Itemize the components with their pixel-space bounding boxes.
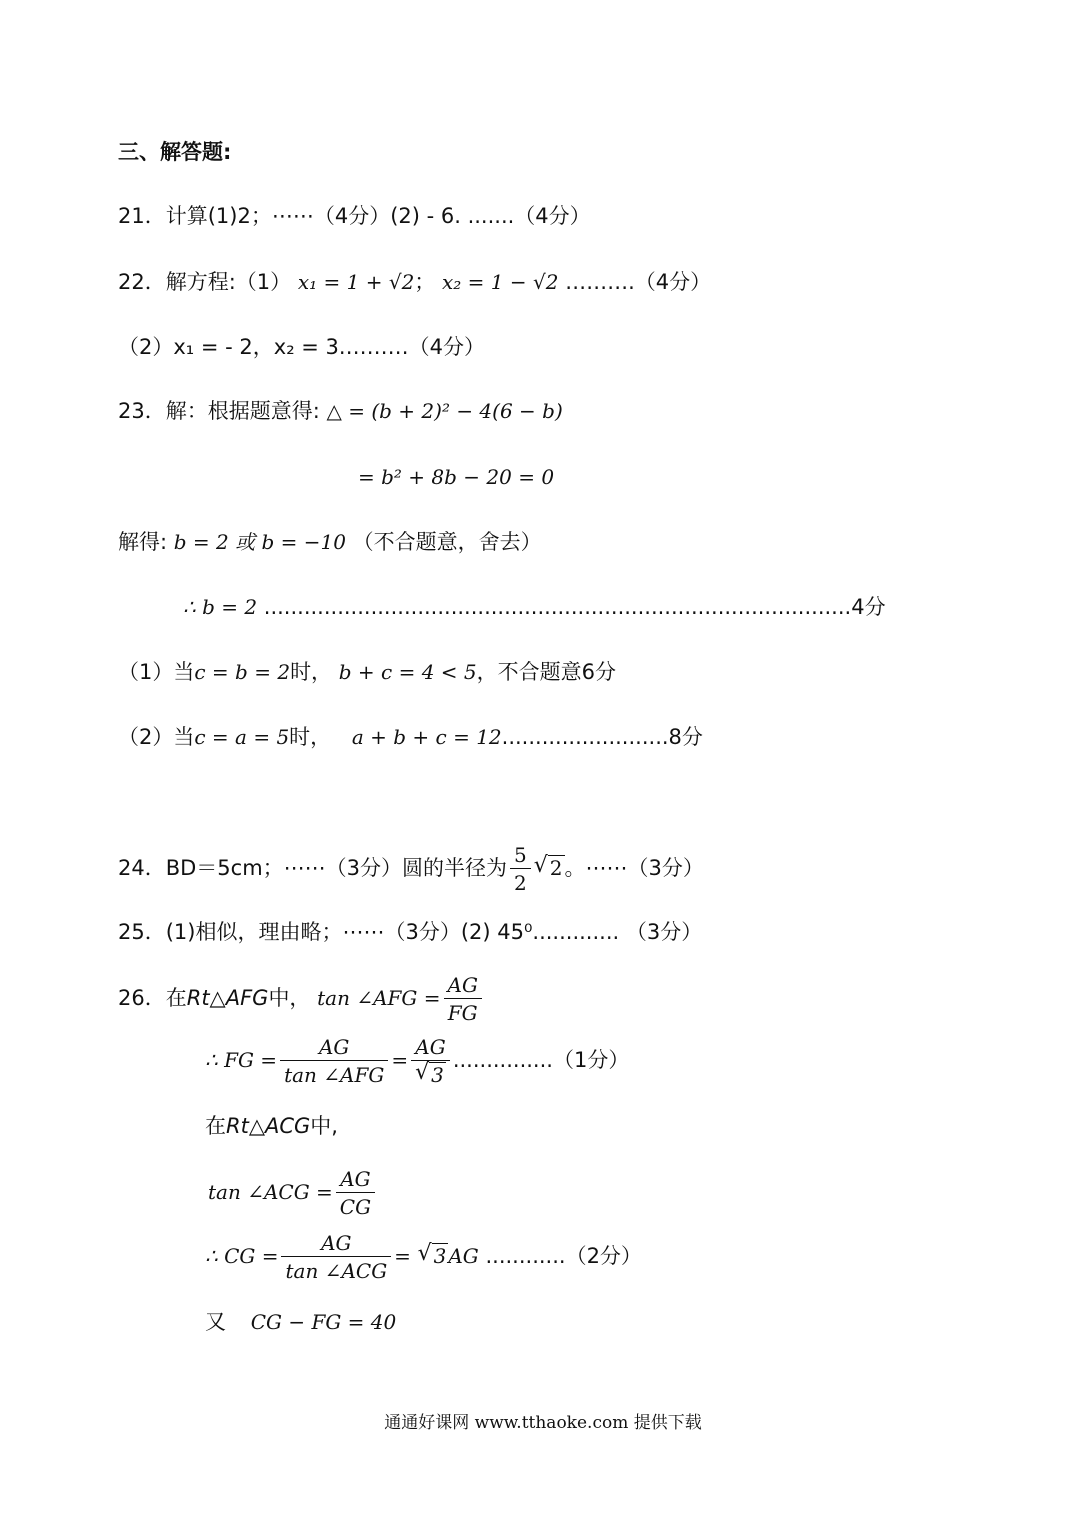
q26-tan2-lhs: tan ∠ACG =: [208, 1180, 333, 1204]
q26-fg-den: tan ∠AFG: [284, 1062, 385, 1087]
q22-line: [118, 268, 711, 296]
q26-in2-prefix: 在: [205, 1114, 226, 1138]
q24-line: [118, 838, 704, 898]
q23-case1-math2: b + c = 4 < 5: [338, 660, 477, 684]
q22-x2: x₂ = 1 − √2: [441, 270, 559, 294]
q22-tail: ……….（4分）: [565, 270, 712, 294]
section-title: 三、解答题:: [118, 140, 232, 164]
q23-line1: [118, 397, 563, 425]
q22-part2: （2）x₁ = - 2，x₂ = 3.………（4分）: [118, 335, 485, 359]
q26-fg-frac1: [280, 1034, 388, 1089]
q22-prefix: 22．解方程:（1）: [118, 270, 292, 294]
q21-line: 21．计算(1)2；⋯⋯（4分）(2) - 6. .......（4分）: [118, 204, 591, 228]
q24-frac-den: 2: [514, 870, 527, 895]
q23-line2: = b² + 8b − 20 = 0: [358, 465, 555, 489]
q26-tan2-den: CG: [339, 1194, 372, 1219]
q26-tri1: Rt△AFG: [186, 986, 269, 1010]
q26-cg-tail: ............（2分）: [485, 1244, 642, 1268]
q26-tan1-num: AG: [444, 972, 482, 999]
q23-case2-math2: a + b + c = 12: [351, 725, 502, 749]
q26-also: 又: [205, 1310, 226, 1334]
q23-case2-b: 时，: [289, 725, 332, 749]
q26-fg-frac2: [411, 1034, 450, 1089]
q26-cg-den: tan ∠ACG: [285, 1258, 388, 1283]
q26-line1: [118, 968, 485, 1028]
q23-case2-c: .........................8分: [501, 725, 703, 749]
q26-cg-lhs: ∴ CG =: [205, 1244, 279, 1268]
q23-solve-prefix: 解得:: [118, 530, 168, 554]
q26-tan1-frac: [444, 972, 482, 1027]
q26-cg-sqrt-rad: 3: [433, 1244, 447, 1268]
q26-also-line: [205, 1308, 396, 1336]
q24-sqrt: [534, 838, 565, 898]
q26-fg-sqrt: [415, 1061, 446, 1089]
footer-credit: 通通好课网 www.tthaoke.com 提供下载: [384, 1413, 702, 1433]
q26-tan2-num: AG: [336, 1166, 375, 1193]
q26-tan1-den: FG: [447, 1000, 478, 1025]
q26-fg-line: [205, 1030, 629, 1090]
q23-solve-math: b = 2 或 b = −10: [173, 530, 346, 554]
q26-prefix: 26．在: [118, 986, 187, 1010]
q23-prefix: 23．解：根据题意得:: [118, 399, 320, 423]
q26-cg-ag: AG: [448, 1244, 479, 1268]
q23-case1-a: （1）当: [118, 660, 195, 684]
q24-fraction: [510, 842, 531, 897]
q23-case2-math: c = a = 5: [194, 725, 290, 749]
q26-also-math: CG − FG = 40: [250, 1310, 397, 1334]
q26-in2: [205, 1112, 338, 1140]
q26-tan2-frac: [336, 1166, 375, 1221]
q26-fg-eq: =: [391, 1048, 409, 1072]
q26-fg-tail: ...............（1分）: [452, 1048, 630, 1072]
q26-fg-num: AG: [280, 1034, 388, 1061]
q26-mid: 中，: [268, 986, 311, 1010]
q25-line: 25．(1)相似，理由略；⋯⋯（3分）(2) 45⁰............. （3分）: [118, 920, 703, 944]
q23-therefore-tail: ........................................................................................4分: [263, 595, 886, 619]
q26-tri2: Rt△ACG: [226, 1114, 311, 1138]
q23-delta: △ = (b + 2)² − 4(6 − b): [326, 399, 563, 423]
q23-case1: [118, 658, 616, 686]
q23-case1-math: c = b = 2: [194, 660, 291, 684]
q26-fg-den2: 3: [431, 1062, 444, 1087]
q26-in2-tail: 中,: [310, 1114, 338, 1138]
q22-sep: ；: [414, 270, 436, 294]
q26-tan1-lhs: tan ∠AFG =: [317, 986, 441, 1010]
q26-tan2-line: [208, 1162, 378, 1222]
q24-tail: 。⋯⋯（3分）: [564, 856, 704, 880]
q26-cg-eq: =: [394, 1244, 411, 1268]
q24-prefix: 24．BD＝5cm；⋯⋯（3分）圆的半径为: [118, 856, 508, 880]
q24-frac-num: 5: [510, 842, 531, 869]
q23-therefore-math: ∴ b = 2: [183, 595, 258, 619]
q26-cg-num: AG: [281, 1230, 391, 1257]
q26-cg-sqrt: [418, 1226, 449, 1286]
q23-therefore: [183, 593, 886, 621]
q22-x1: x₁ = 1 + √2: [297, 270, 415, 294]
q26-cg-frac: [281, 1230, 391, 1285]
q23-case2-a: （2）当: [118, 725, 195, 749]
q23-case2: [118, 723, 703, 751]
q23-solve-tail: （不合题意，舍去）: [352, 530, 542, 554]
q23-case1-c: ，不合题意6分: [476, 660, 616, 684]
q23-case1-b: 时，: [290, 660, 333, 684]
q26-fg-num2: AG: [411, 1034, 450, 1061]
q26-cg-line: [205, 1226, 642, 1286]
q24-sqrt-rad: 2: [549, 856, 563, 880]
q26-fg-lhs: ∴ FG =: [205, 1048, 278, 1072]
q23-solve: [118, 528, 542, 556]
